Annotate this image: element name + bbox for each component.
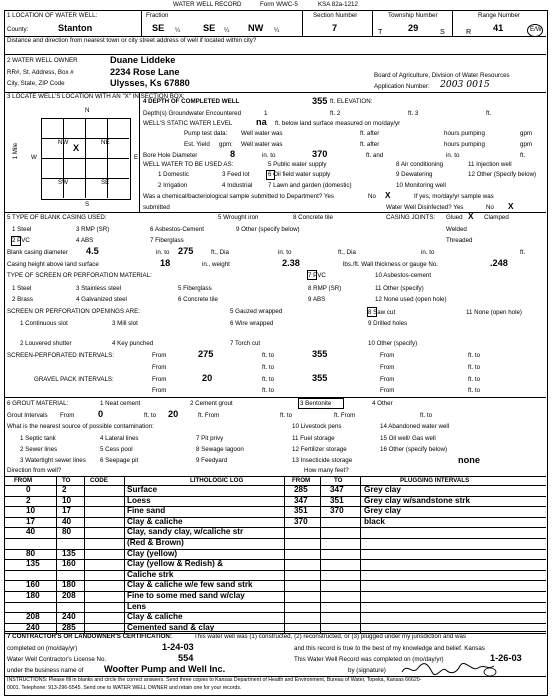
log-row-from: 0: [26, 485, 31, 494]
log-plug-desc: black: [364, 516, 385, 526]
log-row-lithology: Clay (yellow & Redish) &: [127, 559, 223, 569]
screen-8: 8 RMP (SR): [308, 285, 342, 292]
license-number: 554: [178, 653, 194, 663]
log-row-lithology: Clay (yellow): [127, 548, 178, 558]
instructions-1: INSTRUCTIONS: Please fill in blanks and circle the correct answers. Send three copies to Kansas Department of Health and Environment, Bureau of Water, Topeka, Kansas 66620-: [7, 677, 422, 683]
log-plug-desc: Grey clay w/sandstone strk: [364, 495, 471, 505]
gw-1: 1: [264, 110, 268, 117]
grout-ft-to: ft. to: [144, 412, 157, 419]
disinfect-no: No: [486, 204, 494, 211]
casing-4: 4 ABS: [76, 237, 94, 244]
owner-city: Ulysses, Ks 67880: [110, 78, 190, 88]
log-header: TO: [334, 477, 343, 484]
opening-8: 8 Saw cut: [368, 309, 396, 316]
screen-3: 3 Stainless steel: [76, 285, 122, 292]
log-row-to: 40: [62, 516, 72, 526]
gravel-from-4: From: [380, 387, 395, 394]
grout-ft-to-2: ft. to: [280, 412, 293, 419]
map-west: W: [31, 154, 37, 161]
blank-in-to-3: in. to: [421, 249, 435, 256]
how-many-feet: How many feet?: [304, 467, 349, 474]
static-label: WELL'S STATIC WATER LEVEL: [143, 120, 233, 127]
grout-4: 4 Other: [372, 400, 393, 407]
contam-8: 8 Sewage lagoon: [196, 446, 244, 453]
log-row-to: 2: [62, 485, 67, 494]
business-name: Woofter Pump and Well Inc.: [104, 664, 226, 674]
screen-9: 9 ABS: [308, 296, 326, 303]
county-label: County:: [7, 26, 29, 33]
log-plug-rule: [284, 602, 546, 603]
cert-text-3: This Water Well Record was completed on (mo/day/yr): [294, 656, 444, 663]
log-row-to: 17: [62, 506, 72, 516]
gravel-from-2: From: [380, 376, 395, 383]
screen-2: 2 Brass: [12, 296, 33, 303]
lbs-ft-label: lbs./ft. Wall thickness or gauge No.: [343, 261, 439, 268]
grout-1: 1 Neat cement: [100, 400, 141, 407]
use-7: 7 Lawn and garden (domestic): [268, 182, 352, 189]
instructions-2: 0001. Telephone: 913-296-5545. Send one to WATER WELL OWNER and retain one for your records.: [7, 685, 242, 691]
log-row-lithology: (Red & Brown): [127, 538, 184, 547]
direction-label: Direction from well?: [7, 467, 62, 474]
range-r: R: [466, 27, 472, 36]
map-nw: NW: [58, 139, 69, 146]
pump-well-water: Well water was: [241, 130, 283, 137]
opening-1: 1 Continuous slot: [20, 320, 68, 327]
use-9: 9 Dewatering: [396, 171, 433, 178]
log-row-from: 240: [26, 622, 40, 632]
map-se: SE: [101, 179, 110, 186]
contam-5: 5 Cess pool: [100, 446, 133, 453]
opening-3: 3 Mill slot: [112, 320, 138, 327]
static-level: na: [256, 117, 267, 127]
blank-in-to: in. to: [156, 249, 170, 256]
screen-11: 11 Other (specify): [375, 285, 424, 292]
gravel-ft-to: ft. to: [262, 376, 275, 383]
blank-in-to-2: in. to: [278, 249, 292, 256]
contam-14: 14 Abandoned water well: [380, 423, 450, 430]
log-header: CODE: [90, 477, 108, 484]
section-5-header: 5 TYPE OF BLANK CASING USED:: [7, 214, 107, 221]
casing-weight: 2.38: [282, 258, 300, 268]
bore-ft-and: ft. and: [366, 152, 384, 159]
log-plug-rule: [284, 549, 546, 550]
gravel-ft-to-4: ft. to: [468, 387, 481, 394]
bore-diameter: 8: [230, 149, 236, 159]
log-plug-from: 285: [294, 485, 308, 494]
use-header: WELL WATER TO BE USED AS:: [143, 161, 234, 168]
chem-no-x: X: [385, 191, 391, 200]
use-12: 12 Other (Specify below): [468, 171, 537, 178]
log-plug-rule: [284, 591, 546, 592]
log-row-to: 180: [62, 580, 76, 590]
grout-from: 0: [98, 409, 104, 419]
disinfect-no-x: X: [508, 202, 514, 211]
perf-ft-to-3: ft. to: [262, 364, 275, 371]
township-label: Township Number: [388, 12, 438, 19]
bore-to: 370: [312, 149, 328, 159]
perf-from-2: From: [380, 352, 395, 359]
log-row-from: 40: [26, 527, 36, 537]
disinfect-label: Water Well Disinfected? Yes: [386, 204, 464, 211]
log-row-lithology: Clay & caliche w/e few sand strk: [127, 580, 253, 590]
bore-ft: ft.: [520, 152, 526, 159]
map-ne: NE: [101, 139, 110, 146]
log-column-rule: [320, 476, 321, 633]
pump-ft-after: ft. after: [360, 130, 380, 137]
blank-label: Blank casing diameter: [7, 249, 68, 256]
casing-8: 8 Concrete tile: [293, 214, 333, 221]
range-value: 41: [493, 23, 504, 33]
log-row-lithology: Lens: [127, 601, 147, 611]
log-row-to: 285: [62, 622, 76, 632]
log-row-from: 17: [26, 516, 36, 526]
log-plug-rule: [284, 623, 546, 624]
casing-1: 1 Steel: [12, 226, 32, 233]
joints-clamped: Clamped: [484, 214, 509, 221]
perf-to: 355: [312, 349, 328, 359]
perf-ft-to-2: ft. to: [468, 352, 481, 359]
log-header: LITHOLOGIC LOG: [190, 477, 244, 484]
bore-in-to: in. to: [262, 152, 276, 159]
gravel-label: GRAVEL PACK INTERVALS:: [34, 376, 114, 383]
record-date: 1-26-03: [490, 653, 522, 663]
log-plug-rule: [284, 570, 546, 571]
contam-2: 2 Sewer lines: [20, 446, 58, 453]
log-row-to: 10: [62, 495, 72, 505]
use-4: 4 Industrial: [222, 182, 253, 189]
grout-ft-to-3: ft. to: [420, 412, 433, 419]
grout-ft-from: ft. From: [198, 412, 220, 419]
log-plug-to: 370: [330, 506, 344, 516]
distance-label: Distance and direction from nearest town or city street address of well if located within city?: [7, 37, 257, 44]
section-label: Section Number: [313, 12, 358, 19]
log-plug-from: 347: [294, 495, 308, 505]
log-header-rule: [4, 485, 546, 486]
contam-question: What is the nearest source of possible contamination:: [7, 423, 154, 430]
gravel-from: 20: [202, 373, 213, 383]
log-plug-desc: Grey clay: [364, 485, 401, 494]
use-3: 3 Feed lot: [222, 171, 250, 178]
county-value: Stanton: [58, 23, 93, 33]
contam-16: 16 Other (specify below): [380, 446, 448, 453]
chem-no: No: [368, 193, 376, 200]
use-6: 6 Oil field water supply: [268, 171, 331, 178]
signature-label: by (signature): [348, 667, 386, 674]
log-row-to: 208: [62, 591, 76, 600]
grout-3: 3 Bentonite: [300, 400, 332, 407]
casing-6: 6 Asbestos-Cement: [150, 226, 204, 233]
log-row-from: 135: [26, 559, 40, 569]
screen-1: 1 Steel: [12, 285, 32, 292]
casing-9: 9 Other (specify below): [236, 226, 300, 233]
contam-9: 9 Feedyard: [196, 457, 228, 464]
log-plug-desc: Grey clay: [364, 506, 401, 516]
log-row-lithology: Loess: [127, 495, 151, 505]
business-label: under the business name of: [7, 667, 84, 674]
contam-1: 1 Septic tank: [20, 435, 56, 442]
log-plug-rule: [284, 506, 546, 507]
opening-11: 11 None (open hole): [466, 309, 522, 316]
owner-name: Duane Liddeke: [110, 55, 176, 65]
gw-ft: ft.: [486, 110, 492, 117]
quarter-1: ¼: [175, 27, 181, 34]
yield-gpm: gpm: [520, 141, 533, 148]
yield-hours: hours pumping: [444, 141, 485, 148]
use-5: 5 Public water supply: [268, 161, 327, 168]
log-plug-to: 351: [330, 495, 344, 505]
perf-from-3: From: [152, 364, 167, 371]
section-map-box: [41, 118, 131, 200]
log-header: PLUGGING INTERVALS: [400, 477, 470, 484]
joints-glued: Glued: [446, 214, 463, 221]
gw-ft2: ft. 2: [330, 110, 341, 117]
completed-label: completed on (mo/day/yr): [7, 645, 78, 652]
log-row-from: 208: [26, 612, 40, 622]
owner-address: 2234 Rose Lane: [110, 67, 180, 77]
blank-ft-dia-2: ft., Dia: [338, 249, 356, 256]
cert-text-1: This water well was (1) constructed, (2) reconstructed, or (3) plugged under my jurisdiction and was: [194, 633, 467, 640]
blank-diameter: 4.5: [86, 246, 99, 256]
township-dir: S: [440, 27, 445, 36]
section-6-header: 6 GROUT MATERIAL:: [7, 400, 69, 407]
yield-ft-after: ft. after: [360, 141, 380, 148]
pump-label: Pump test data:: [184, 130, 228, 137]
contam-12: 12 Fertilizer storage: [292, 446, 347, 453]
map-x-mark: X: [73, 143, 80, 153]
grout-2: 2 Cement grout: [190, 400, 233, 407]
submitted-label: submitted: [143, 204, 170, 211]
log-row-lithology: Cemented sand & clay: [127, 622, 215, 632]
log-row-to: 80: [62, 527, 72, 537]
log-row-lithology: Fine to some med sand w/clay: [127, 591, 245, 600]
gravel-ft-to-2: ft. to: [468, 376, 481, 383]
perf-ft-to: ft. to: [262, 352, 275, 359]
log-row-lithology: Caliche strk: [127, 569, 174, 579]
gravel-from-label: From: [152, 376, 167, 383]
log-column-rule: [56, 476, 57, 633]
log-row-lithology: Clay & caliche: [127, 612, 183, 622]
perf-from-label: From: [152, 352, 167, 359]
log-row-lithology: Clay & caliche: [127, 516, 183, 526]
contam-15: 15 Oil well/ Gas well: [380, 435, 436, 442]
pump-hours: hours pumping: [444, 130, 485, 137]
log-header: FROM: [292, 477, 311, 484]
use-10: 10 Monitoring well: [396, 182, 446, 189]
section-2-header: 2 WATER WELL OWNER: [7, 57, 78, 64]
blank-ft: ft.: [520, 249, 526, 256]
screen-10: 10 Asbestos-cement: [375, 272, 432, 279]
grout-to: 20: [168, 409, 179, 419]
contam-10: 10 Livestock pens: [292, 423, 342, 430]
pump-gpm: gpm: [520, 130, 533, 137]
log-plug-rule: [284, 559, 546, 560]
opening-5: 5 Gauzed wrapped: [230, 308, 283, 315]
bore-in-to-2: in. to: [446, 152, 460, 159]
log-row-from: 160: [26, 580, 40, 590]
contam-3: 3 Watertight sewer lines: [20, 457, 86, 464]
static-note: ft. below land surface measured on mo/day/yr: [275, 120, 401, 127]
opening-7: 7 Torch cut: [230, 340, 261, 347]
map-mile: 1 Mile: [12, 142, 20, 160]
section-7-header: 7 CONTRACTOR'S OR LANDOWNER'S CERTIFICATION:: [7, 633, 172, 640]
opening-10: 10 Other (specify): [368, 340, 418, 347]
grout-from-label: From: [60, 412, 75, 419]
joints-glued-x: X: [468, 212, 474, 221]
blank-to: 275: [178, 246, 194, 256]
license-label: Water Well Contractor's License No.: [7, 656, 107, 663]
log-row-from: 10: [26, 506, 36, 516]
township-t: T: [378, 27, 383, 36]
map-east: E: [134, 154, 139, 161]
screen-6: 6 Concrete tile: [178, 296, 218, 303]
opening-2: 2 Louvered shutter: [20, 340, 72, 347]
casing-height: 18: [160, 258, 171, 268]
grout-intervals-label: Grout Intervals: [7, 412, 48, 419]
log-row-from: 180: [26, 591, 40, 600]
log-row-lithology: Fine sand: [127, 506, 166, 516]
township-value: 29: [408, 23, 419, 33]
log-row-to: 160: [62, 559, 76, 569]
contam-7: 7 Pit privy: [196, 435, 224, 442]
joints-welded: Welded: [446, 226, 467, 233]
fraction-2: SE: [203, 23, 216, 33]
range-label: Range Number: [478, 12, 520, 19]
log-row-to: 240: [62, 612, 76, 622]
log-plug-rule: [284, 538, 546, 539]
screen-5: 5 Fiberglass: [178, 285, 212, 292]
log-plug-from: 351: [294, 506, 308, 516]
bore-label: Bore Hole Diameter: [143, 152, 198, 159]
fraction-label: Fraction: [146, 12, 169, 19]
height-label: Casing height above land surface: [7, 261, 99, 268]
gw-ft3: ft. 3: [408, 110, 419, 117]
perf-from-4: From: [380, 364, 395, 371]
perf-label: SCREEN-PERFORATED INTERVALS:: [7, 352, 114, 359]
application-number: 2003 0015: [440, 79, 490, 90]
contam-none: none: [458, 455, 480, 465]
screen-header: TYPE OF SCREEN OR PERFORATION MATERIAL:: [7, 272, 152, 279]
log-plug-from: 370: [294, 516, 308, 526]
log-plug-rule: [284, 612, 546, 613]
section-1-header: 1 LOCATION OF WATER WELL:: [7, 12, 98, 19]
chem-if-yes: If yes, mo/day/yr sample was: [414, 193, 494, 200]
cert-text-2: and this record is true to the best of my knowledge and belief. Kansas: [294, 645, 485, 652]
log-row-from: 2: [26, 495, 31, 505]
log-column-rule: [284, 476, 285, 633]
log-plug-rule: [284, 527, 546, 528]
section-3-header: 3 LOCATE WELL'S LOCATION WITH AN "X" IN SECTION BOX:: [7, 93, 185, 100]
log-plug-to: 347: [330, 485, 344, 494]
weight-label: in., weight: [202, 261, 230, 268]
opening-9: 9 Drilled holes: [368, 320, 408, 327]
screen-7: 7 PVC: [308, 272, 326, 279]
range-dir: E/W: [530, 26, 542, 33]
log-plug-rule: [284, 580, 546, 581]
form-title: WATER WELL RECORD: [173, 1, 242, 8]
use-1: 1 Domestic: [158, 171, 189, 178]
screen-4: 4 Galvanized steel: [76, 296, 127, 303]
chem-question: Was a chemical/bacteriological sample submitted to Department? Yes: [143, 193, 334, 200]
contam-11: 11 Fuel storage: [292, 435, 335, 442]
quarter-3: ¼: [274, 27, 280, 34]
form-number: Form WWC-5: [260, 1, 298, 8]
use-8: 8 Air conditioning: [396, 161, 444, 168]
casing-7: 7 Fiberglass: [150, 237, 184, 244]
map-north: N: [85, 107, 90, 114]
completed-date: 1-24-03: [162, 642, 194, 652]
log-column-rule: [360, 476, 361, 633]
city-label: City, State, ZIP Code: [7, 80, 65, 87]
perf-ft-to-4: ft. to: [468, 364, 481, 371]
address-label: RR#, St. Address, Box #: [7, 69, 74, 76]
grout-ft-from-2: ft. From: [334, 412, 356, 419]
log-row-lithology: Clay, sandy clay, w/caliche str: [127, 527, 244, 537]
blank-ft-dia: ft., Dia: [211, 249, 229, 256]
fraction-1: SE: [152, 23, 165, 33]
contam-13: 13 Insecticide storage: [292, 457, 353, 464]
contam-6: 6 Seepage pit: [100, 457, 139, 464]
log-plug-rule: [284, 517, 546, 518]
groundwater-label: Depth(s) Groundwater Encountered: [143, 110, 242, 117]
screen-12: 12 None used (open hole): [375, 296, 447, 303]
map-south: S: [85, 201, 90, 208]
perf-from: 275: [198, 349, 214, 359]
gravel-ft-to-3: ft. to: [262, 387, 275, 394]
log-plug-rule: [284, 496, 546, 497]
use-11: 11 Injection well: [468, 161, 512, 168]
contam-4: 4 Lateral lines: [100, 435, 139, 442]
gauge-value: .248: [490, 258, 508, 268]
opening-6: 6 Wire wrapped: [230, 320, 274, 327]
application-label: Application Number:: [374, 83, 430, 90]
log-row-from: 80: [26, 548, 36, 558]
est-yield-label: Est. Yield: [184, 141, 210, 148]
ksa-ref: KSA 82a-1212: [318, 1, 358, 8]
log-column-rule: [84, 476, 85, 633]
fraction-3: NW: [248, 23, 264, 33]
quarter-2: ¼: [224, 27, 230, 34]
log-row-to: 135: [62, 548, 76, 558]
section-4-header: 4 DEPTH OF COMPLETED WELL: [143, 98, 240, 105]
openings-header: SCREEN OR PERFORATION OPENINGS ARE:: [7, 308, 140, 315]
gravel-to: 355: [312, 373, 328, 383]
log-row-lithology: Surface: [127, 485, 158, 494]
log-header: FROM: [14, 477, 33, 484]
joints-threaded: Threaded: [446, 237, 473, 244]
joints-label: CASING JOINTS:: [386, 214, 436, 221]
est-yield-gpm: gpm:: [219, 141, 233, 148]
casing-5: 5 Wrought iron: [218, 214, 259, 221]
board-label: Board of Agriculture, Division of Water Resources: [374, 72, 510, 79]
casing-2: 2 PVC: [12, 237, 30, 244]
elevation-label: ft. ELEVATION:: [330, 98, 373, 105]
map-sw: SW: [58, 179, 68, 186]
gravel-from-3: From: [152, 387, 167, 394]
section-value: 7: [332, 23, 338, 33]
well-depth: 355: [312, 96, 328, 106]
opening-4: 4 Key punched: [112, 340, 154, 347]
yield-well-water: Well water was: [241, 141, 283, 148]
log-column-rule: [124, 476, 125, 633]
use-2: 2 Irrigation: [158, 182, 188, 189]
casing-3: 3 RMP (SR): [76, 226, 110, 233]
log-header: TO: [62, 477, 71, 484]
